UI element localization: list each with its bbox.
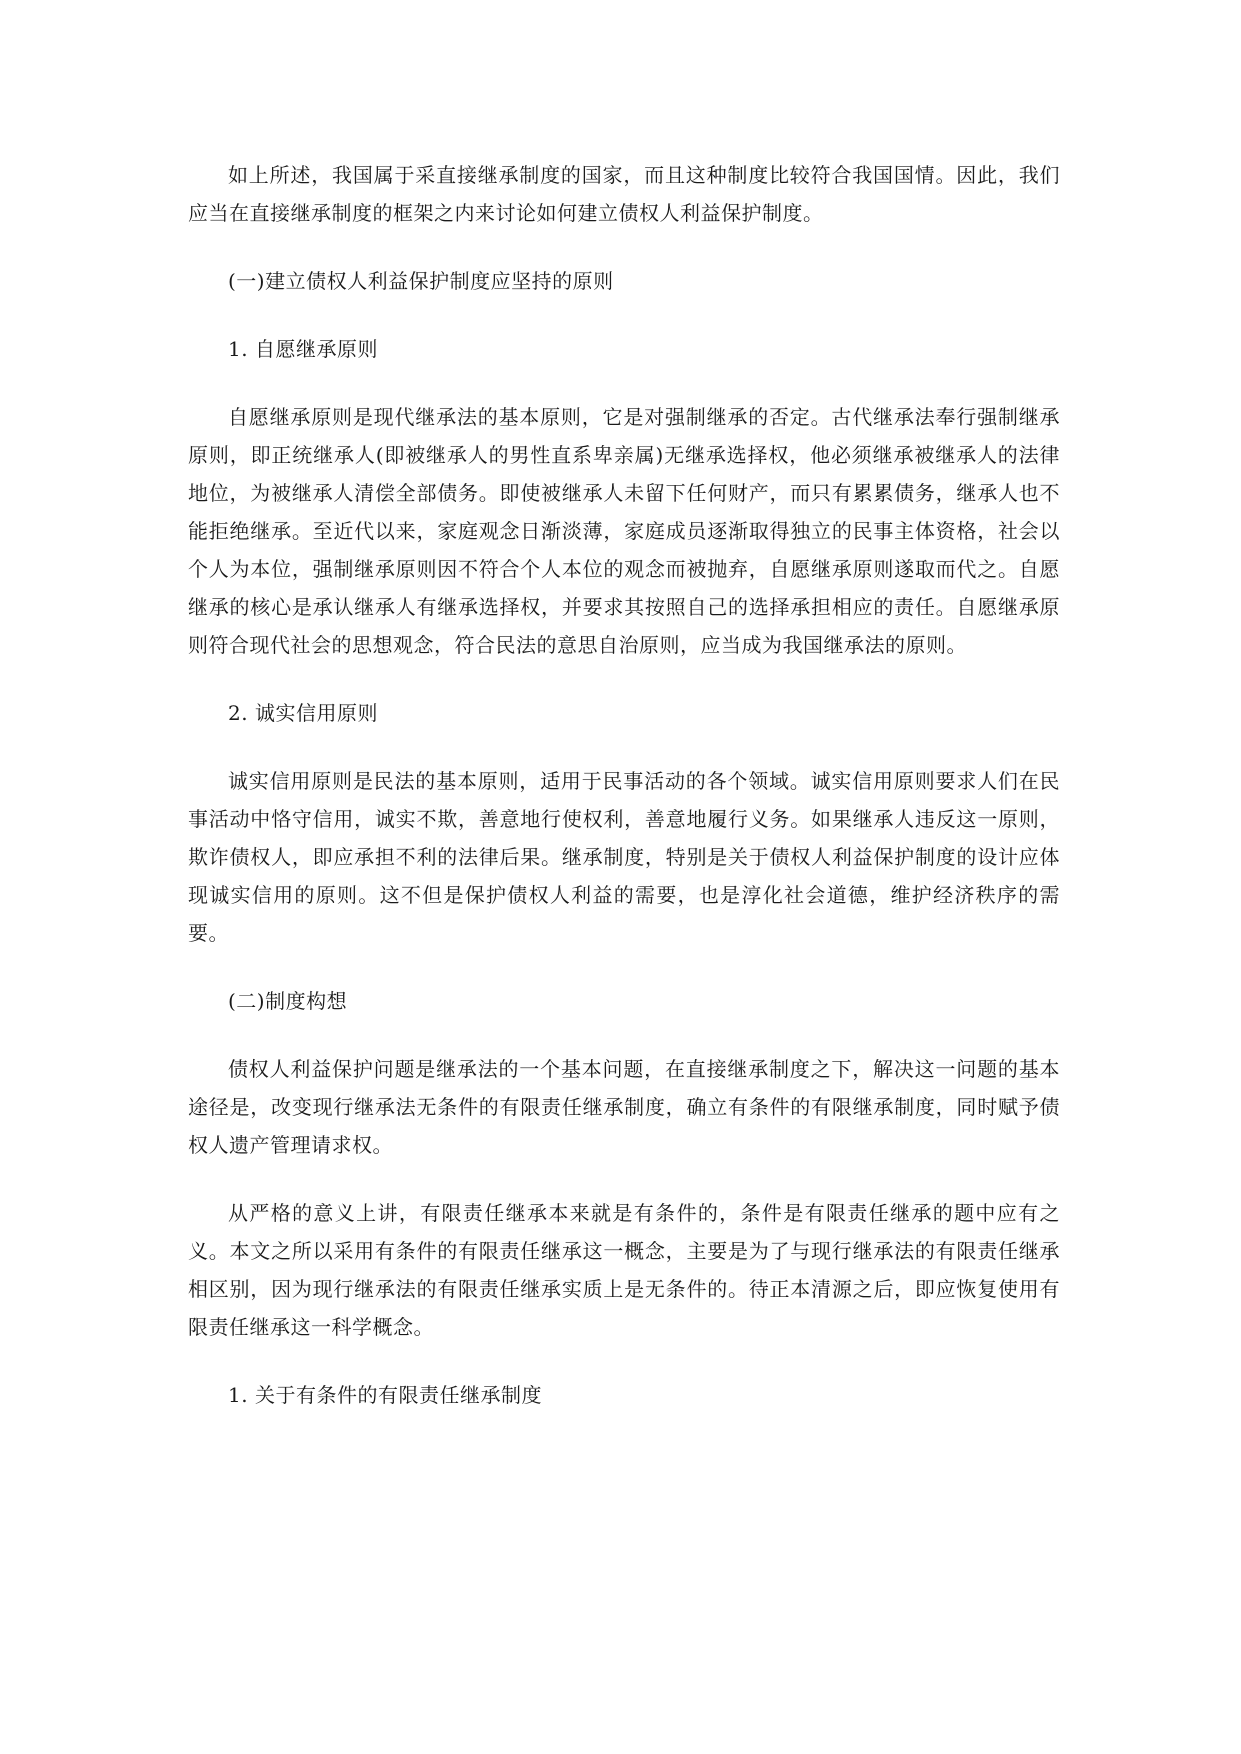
paragraph-good-faith: 诚实信用原则是民法的基本原则，适用于民事活动的各个领域。诚实信用原则要求人们在民事活动中恪守信用，诚实不欺，善意地行使权利，善意地履行义务。如果继承人违反这一原则，欺诈债权人，即应承担不利的法律后果。继承制度，特别是关于债权人利益保护制度的设计应体现诚实信用的原则。这不但是保护债权人利益的需要，也是淳化社会道德，维护经济秩序的需要。 <box>188 769 1060 945</box>
section-heading-system-design: (二)制度构想 <box>228 989 348 1013</box>
paragraph-voluntary-inheritance: 自愿继承原则是现代继承法的基本原则，它是对强制继承的否定。古代继承法奉行强制继承原则，即正统继承人(即被继承人的男性直系卑亲属)无继承选择权，他必须继承被继承人的法律地位，为被继承人清偿全部债务。即使被继承人未留下任何财产，而只有累累债务，继承人也不能拒绝继承。至近代以来，家庭观念日渐淡薄，家庭成员逐渐取得独立的民事主体资格，社会以个人为本位，强制继承原则因不符合个人本位的观念而被抛弃，自愿继承原则遂取而代之。自愿继承的核心是承认继承人有继承选择权，并要求其按照自己的选择承担相应的责任。自愿继承原则符合现代社会的思想观念，符合民法的意思自治原则，应当成为我国继承法的原则。 <box>188 405 1060 657</box>
subheading-conditional-limited-liability: 1. 关于有条件的有限责任继承制度 <box>228 1383 542 1407</box>
subheading-voluntary-inheritance: 1. 自愿继承原则 <box>228 337 378 361</box>
subheading-good-faith: 2. 诚实信用原则 <box>228 701 378 725</box>
paragraph-intro: 如上所述，我国属于采直接继承制度的国家，而且这种制度比较符合我国国情。因此，我们应当在直接继承制度的框架之内来讨论如何建立债权人利益保护制度。 <box>188 163 1060 225</box>
paragraph-creditor-protection: 债权人利益保护问题是继承法的一个基本问题，在直接继承制度之下，解决这一问题的基本途径是，改变现行继承法无条件的有限责任继承制度，确立有条件的有限继承制度，同时赋予债权人遗产管理请求权。 <box>188 1057 1060 1157</box>
paragraph-limited-liability: 从严格的意义上讲，有限责任继承本来就是有条件的，条件是有限责任继承的题中应有之义。本文之所以采用有条件的有限责任继承这一概念，主要是为了与现行继承法的有限责任继承相区别，因为现行继承法的有限责任继承实质上是无条件的。待正本清源之后，即应恢复使用有限责任继承这一科学概念。 <box>188 1201 1060 1339</box>
document-page <box>188 156 1060 1414</box>
section-heading-principles: (一)建立债权人利益保护制度应坚持的原则 <box>228 269 614 293</box>
